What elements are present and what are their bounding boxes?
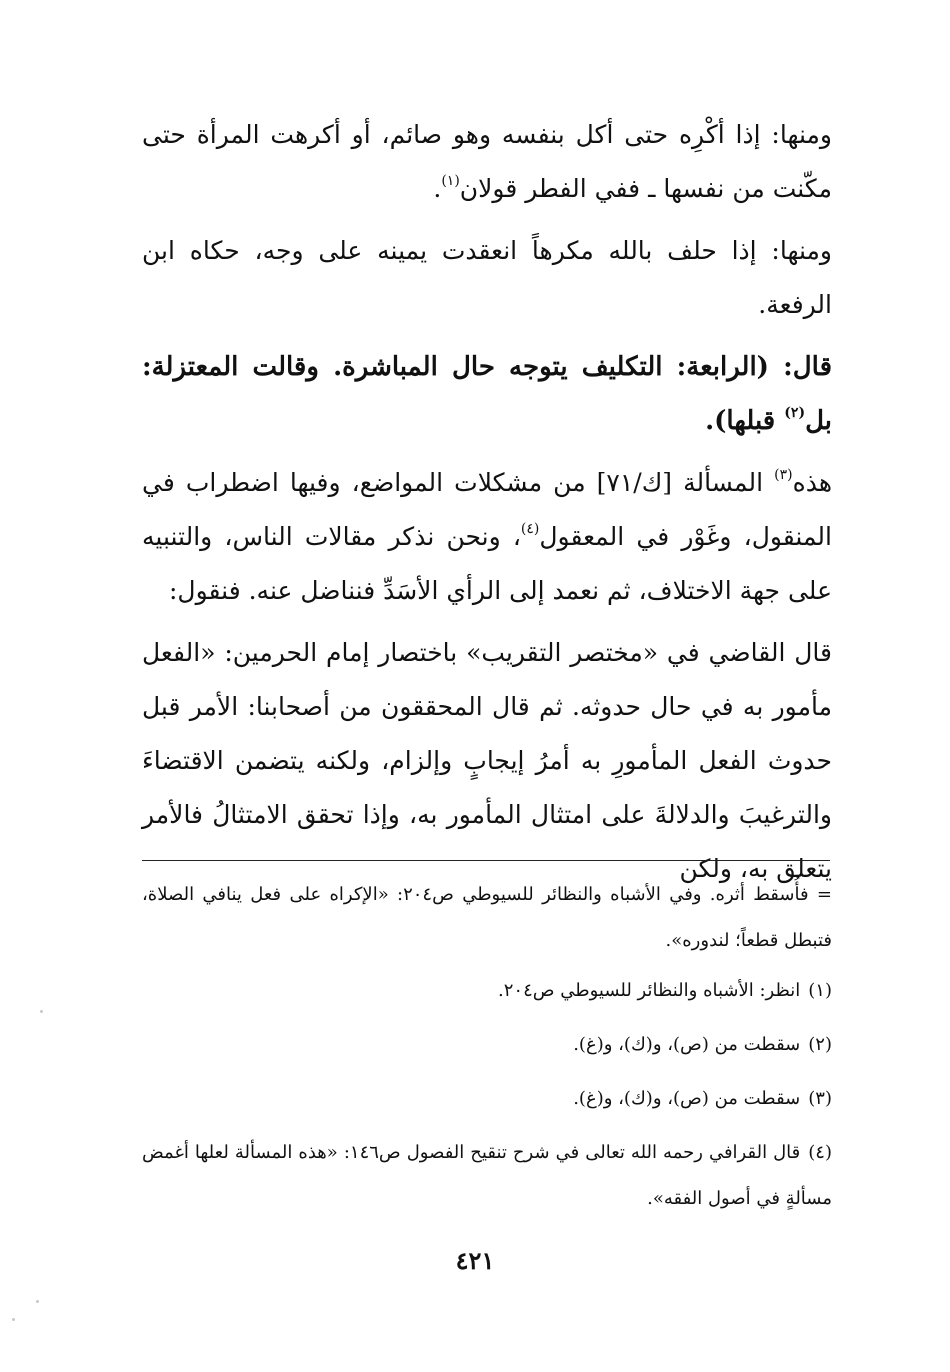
footnote-3-text: سقطت من (ص)، و(ك)، و(غ).: [573, 1088, 801, 1109]
footnote-1: [142, 968, 832, 1014]
footnote-4-number: (٤): [808, 1142, 832, 1163]
scan-speck: [12, 1318, 15, 1321]
paragraph-4-start: هذه: [792, 468, 832, 497]
page-number: ٤٢١: [455, 1246, 495, 1275]
footnote-4-text: قال القرافي رحمه الله تعالى في شرح تنقيح الفصول ص١٤٦: «هذه المسألة لعلها أغمض مسألةٍ في أصول الفقه».: [142, 1142, 832, 1209]
scan-speck: [40, 1010, 43, 1013]
footnote-1-text: انظر: الأشباه والنظائر للسيوطي ص٢٠٤.: [498, 980, 801, 1001]
paragraph-5: قال القاضي في «مختصر التقريب» باختصار إمام الحرمين: «الفعل مأمور به في حال حدوثه. ثم قال المحققون من أصحابنا: الأمر قبل حدوث الفعل المأمورِ به أمرُ إيجابٍ وإلزام، ولكنه يتضمن الاقتضاءَ والترغيبَ والدلالةَ على امتثال المأمور به، وإذا تحقق الامتثالُ فالأمر يتعلق به، ولكن: [142, 638, 832, 883]
paragraph-2: ومنها: إذا حلف بالله مكرهاً انعقدت يمينه على وجه، حكاه ابن الرفعة.: [142, 236, 832, 319]
footnote-1-number: (١): [808, 980, 832, 1001]
footnote-ref-4: (٤): [520, 521, 540, 537]
paragraph-1: [142, 108, 832, 216]
footnote-2-text: سقطت من (ص)، و(ك)، و(غ).: [573, 1034, 801, 1055]
paragraph-1-text: ومنها: إذا أكْرِه حتى أكل بنفسه وهو صائم، أو أكرهت المرأة حتى مكّنت من نفسها ـ ففي الفطر قولان: [142, 120, 832, 203]
footnote-ref-1: (١): [441, 173, 460, 189]
footnote-ref-3: (٣): [774, 467, 793, 483]
paragraph-3-quote: [142, 340, 832, 448]
footnote-4: [142, 1130, 832, 1222]
paragraph-4-end: ، ونحن نذكر مقالات الناس، والتنبيه على جهة الاختلاف، ثم نعمد إلى الرأي الأسَدِّ فنناضل عنه. فنقول:: [142, 522, 832, 605]
paragraph-3-end: قبلها).: [705, 406, 785, 436]
main-text-block: [142, 108, 832, 896]
footnote-2: [142, 1022, 832, 1068]
footnote-3: [142, 1076, 832, 1122]
paragraph-1-end: .: [433, 174, 442, 203]
footnote-3-number: (٣): [808, 1088, 832, 1109]
paragraph-4-middle: المسألة [ك/٧١] من مشكلات المواضع، وفيها اضطراب في المنقول، وغَوْر في المعقول: [142, 468, 832, 551]
footnote-continuation: = فأُسقط أثره. وفي الأشباه والنظائر للسيوطي ص٢٠٤: «الإكراه على فعل ينافي الصلاة، فتبطل قطعاً؛ لندوره».: [142, 884, 832, 951]
paragraph-4: [142, 456, 832, 618]
paragraph-3-text: قال: (الرابعة: التكليف يتوجه حال المباشرة. وقالت المعتزلة: بل: [142, 352, 832, 436]
footnote-separator: [142, 860, 830, 861]
footnote-2-number: (٢): [808, 1034, 832, 1055]
footnote-ref-2: (٢): [784, 405, 806, 421]
footnotes-block: [142, 872, 832, 1230]
scan-speck: [36, 1300, 39, 1303]
